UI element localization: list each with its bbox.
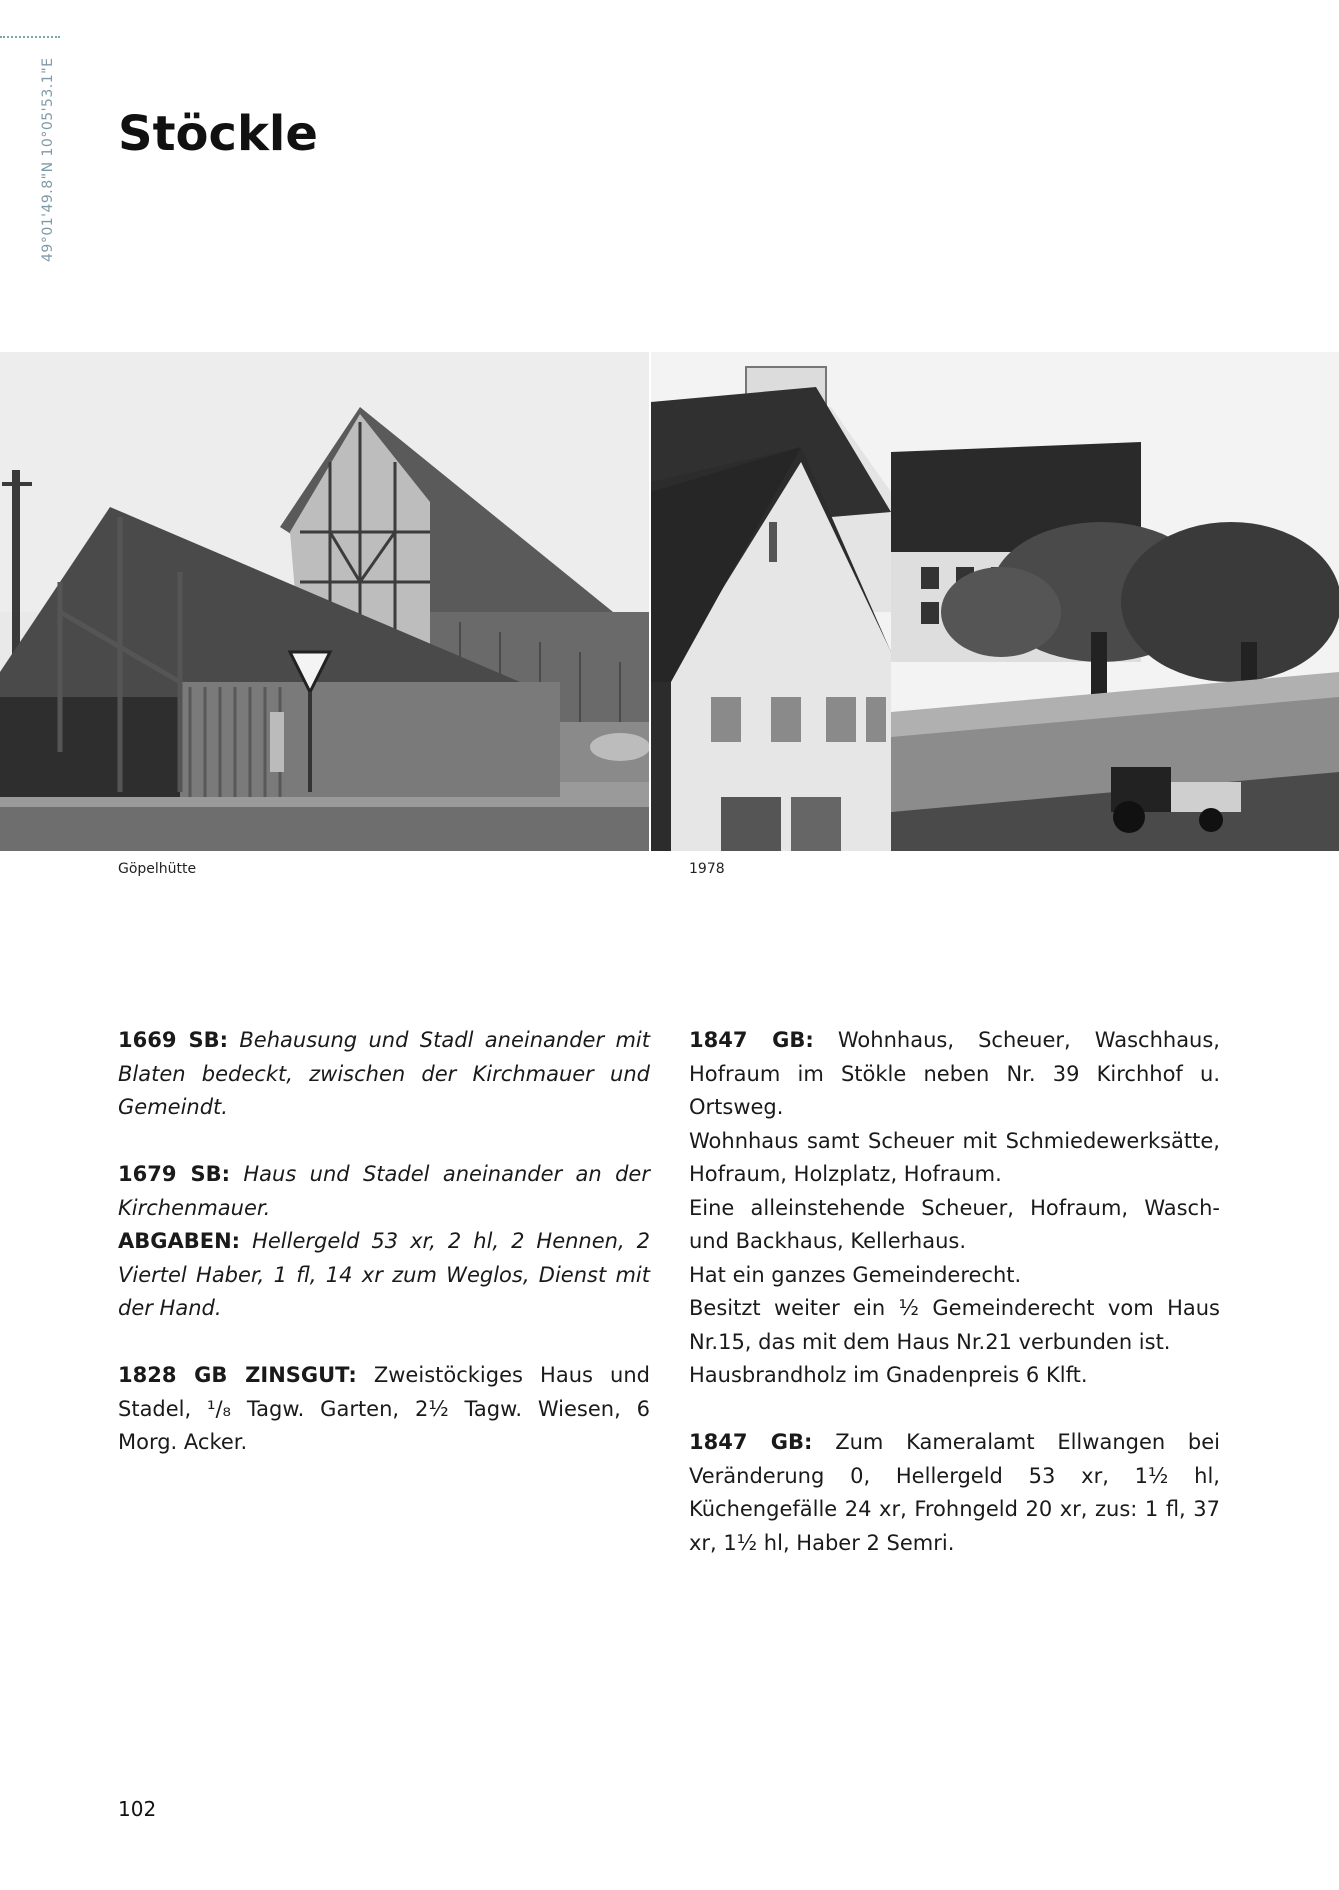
dotted-rule: [0, 36, 60, 38]
entry-text: Wohnhaus, Scheuer, Waschhaus, Hofraum im Stökle neben Nr. 39 Kirchhof u. Ortsweg.: [689, 1028, 1220, 1119]
entry-label: 1669 SB:: [118, 1028, 228, 1052]
photo-1978: [651, 352, 1339, 851]
right-text-column: [689, 1024, 1220, 1560]
entry-label: 1679 SB:: [118, 1162, 230, 1186]
entry-abgaben: [118, 1225, 650, 1326]
entry-line: Hausbrandholz im Gnadenpreis 6 Klft.: [689, 1363, 1088, 1387]
caption-left: Göpelhütte: [118, 861, 197, 877]
entry-text: Haus und Stadel aneinander an der Kirchenmauer.: [118, 1162, 650, 1220]
gps-coordinates: 49°01'49.8"N 10°05'53.1"E: [40, 57, 56, 262]
entry-label: 1847 GB:: [689, 1430, 813, 1454]
entry-text: Zum Kameralamt Ellwangen bei Veränderung 0, Hellergeld 53 xr, 1½ hl, Küchengefälle 24 xr, Frohngeld 20 xr, zus: 1 fl, 37 xr, 1½ hl, Haber 2 Semri.: [689, 1430, 1220, 1555]
entry-label: 1828 GB ZINSGUT:: [118, 1363, 357, 1387]
photo-goepelhuette: [0, 352, 649, 851]
entry-label: 1847 GB:: [689, 1028, 814, 1052]
entry-line: Wohnhaus samt Scheuer mit Schmiedewerksätte, Hofraum, Holzplatz, Hofraum.: [689, 1128, 1220, 1186]
entry-label: ABGABEN:: [118, 1229, 241, 1253]
caption-right: 1978: [689, 861, 725, 877]
entry-1828: [118, 1359, 650, 1460]
entry-line: Besitzt weiter ein ½ Gemeinderecht vom Haus Nr.15, das mit dem Haus Nr.21 verbunden ist.: [689, 1296, 1220, 1354]
entry-1679: [118, 1158, 650, 1225]
entry-1847-a: [689, 1024, 1220, 1125]
page-number: 102: [118, 1797, 157, 1821]
entry-line: Eine alleinstehende Scheuer, Hofraum, Wasch- und Backhaus, Kellerhaus.: [689, 1195, 1220, 1253]
left-text-column: [118, 1024, 650, 1460]
page-title: Stöckle: [118, 106, 318, 162]
entry-text: Behausung und Stadl aneinander mit Blaten bedeckt, zwischen der Kirchmauer und Gemeindt.: [118, 1028, 650, 1119]
entry-line: Hat ein ganzes Gemeinderecht.: [689, 1262, 1022, 1287]
entry-text: Zweistöckiges Haus und Stadel, ¹/₈ Tagw. Garten, 2½ Tagw. Wiesen, 6 Morg. Acker.: [118, 1363, 650, 1454]
entry-1669: [118, 1024, 650, 1125]
entry-1847-b: [689, 1426, 1220, 1560]
entry-text: Hellergeld 53 xr, 2 hl, 2 Hennen, 2 Viertel Haber, 1 fl, 14 xr zum Weglos, Dienst mit der Hand.: [118, 1229, 650, 1320]
